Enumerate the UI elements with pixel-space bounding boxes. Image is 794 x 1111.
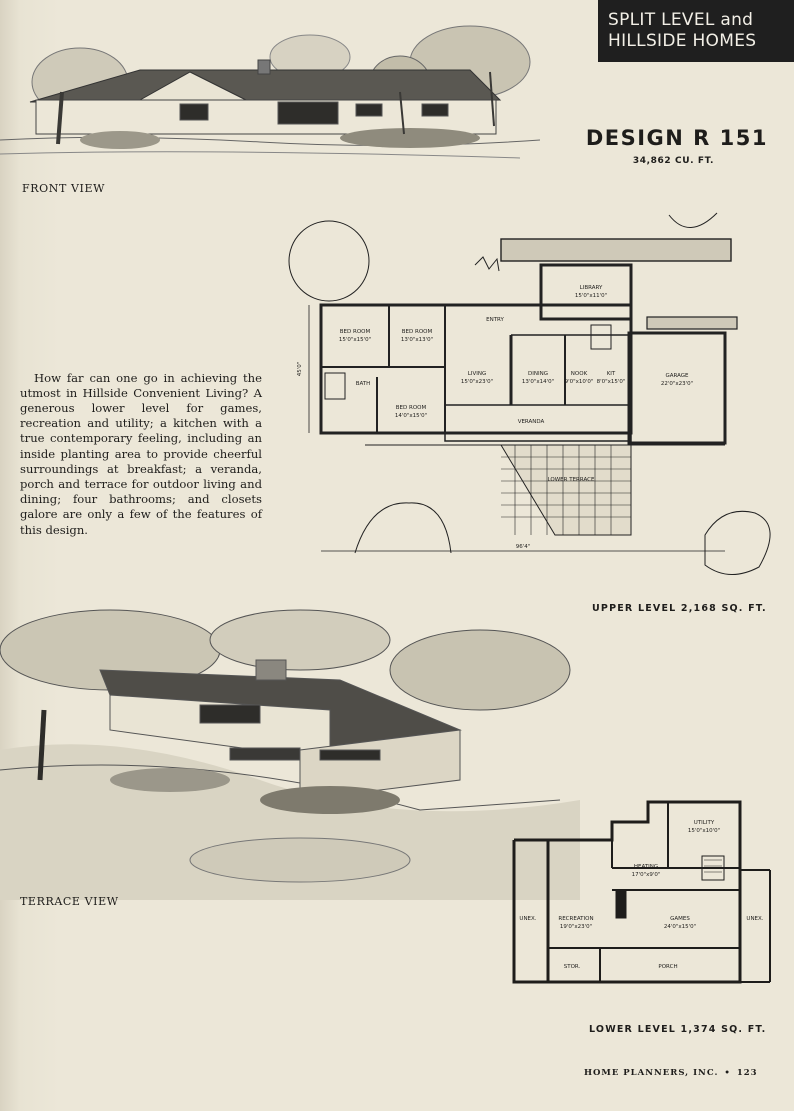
room-label-kit: KIT — [606, 371, 616, 377]
room-label-bed-room-2: BED ROOM — [401, 329, 433, 335]
room-label-utility: UTILITY — [693, 820, 715, 826]
room-label-entry: ENTRY — [486, 317, 504, 323]
room-size-dining: 13'0"x14'0" — [521, 379, 555, 385]
banner-line-1: SPLIT LEVEL and — [608, 10, 754, 30]
dimension-depth: 45'0" — [297, 361, 303, 377]
tree-symbol — [289, 221, 369, 301]
room-size-heating: 17'0"x9'0" — [631, 872, 661, 878]
room-size-recreation: 19'0"x23'0" — [559, 924, 593, 930]
room-label-unex-left: UNEX. — [519, 916, 537, 922]
room-label-living: LIVING — [467, 371, 487, 377]
terrace-view-caption: TERRACE VIEW — [20, 895, 119, 908]
page-number: 123 — [736, 1068, 758, 1078]
lower-level-label: LOWER LEVEL 1,374 SQ. FT. — [589, 1024, 767, 1035]
terrace-view-illustration — [0, 600, 590, 900]
room-size-bed-room-1: 15'0"x15'0" — [338, 337, 372, 343]
room-label-library: LIBRARY — [579, 285, 603, 291]
footer-bullet: • — [724, 1068, 731, 1078]
dimension-width: 96'4" — [515, 544, 531, 550]
room-label-bed-room-3: BED ROOM — [395, 405, 427, 411]
room-size-garage: 22'0"x23'0" — [660, 381, 694, 387]
room-size-bed-room-2: 13'0"x13'0" — [400, 337, 434, 343]
room-size-nook: 9'0"x10'0" — [564, 379, 594, 385]
room-label-stor: STOR. — [563, 964, 581, 970]
design-title: DESIGN R 151 — [585, 126, 768, 150]
section-banner — [598, 0, 794, 62]
room-label-garage: GARAGE — [665, 373, 689, 379]
room-label-bed-room-1: BED ROOM — [339, 329, 371, 335]
upper-level-label: UPPER LEVEL 2,168 SQ. FT. — [592, 603, 767, 614]
design-description: How far can one go in achieving the utmost in Hillside Convenient Living? A generous lower level for games, recreation and utility; a kitchen with a true contemporary feeling, including an inside planting area to provide cheerful surroundings at breakfast; a veranda, porch and terrace for outdoor living and dining; four bathrooms; and closets galore are only a few of the features of this design. — [20, 370, 262, 537]
room-label-porch: PORCH — [658, 964, 678, 970]
room-size-utility: 15'0"x10'0" — [687, 828, 721, 834]
front-view-caption: FRONT VIEW — [22, 182, 106, 195]
room-label-veranda: VERANDA — [517, 419, 545, 425]
room-size-library: 15'0"x11'0" — [574, 293, 608, 299]
room-size-games: 24'0"x15'0" — [663, 924, 697, 930]
room-label-dining: DINING — [528, 371, 548, 377]
room-label-nook: NOOK — [570, 371, 588, 377]
upper-level-floor-plan — [285, 205, 790, 585]
room-label-bath: BATH — [355, 381, 371, 387]
design-volume: 34,862 CU. FT. — [632, 156, 714, 166]
room-size-bed-room-3: 14'0"x15'0" — [394, 413, 428, 419]
room-label-games: GAMES — [670, 916, 690, 922]
room-label-recreation: RECREATION — [558, 916, 594, 922]
room-label-heating: HEATING — [633, 864, 659, 870]
lower-level-floor-plan — [508, 798, 774, 988]
publisher-name: HOME PLANNERS, INC. — [584, 1068, 719, 1078]
room-size-kit: 8'0"x15'0" — [596, 379, 626, 385]
front-view-illustration — [0, 22, 540, 170]
room-label-unex-right: UNEX. — [746, 916, 764, 922]
banner-line-2: HILLSIDE HOMES — [608, 31, 757, 51]
room-size-living: 15'0"x23'0" — [460, 379, 494, 385]
page-footer — [584, 1068, 758, 1078]
room-label-lower-terrace: LOWER TERRACE — [547, 477, 595, 483]
